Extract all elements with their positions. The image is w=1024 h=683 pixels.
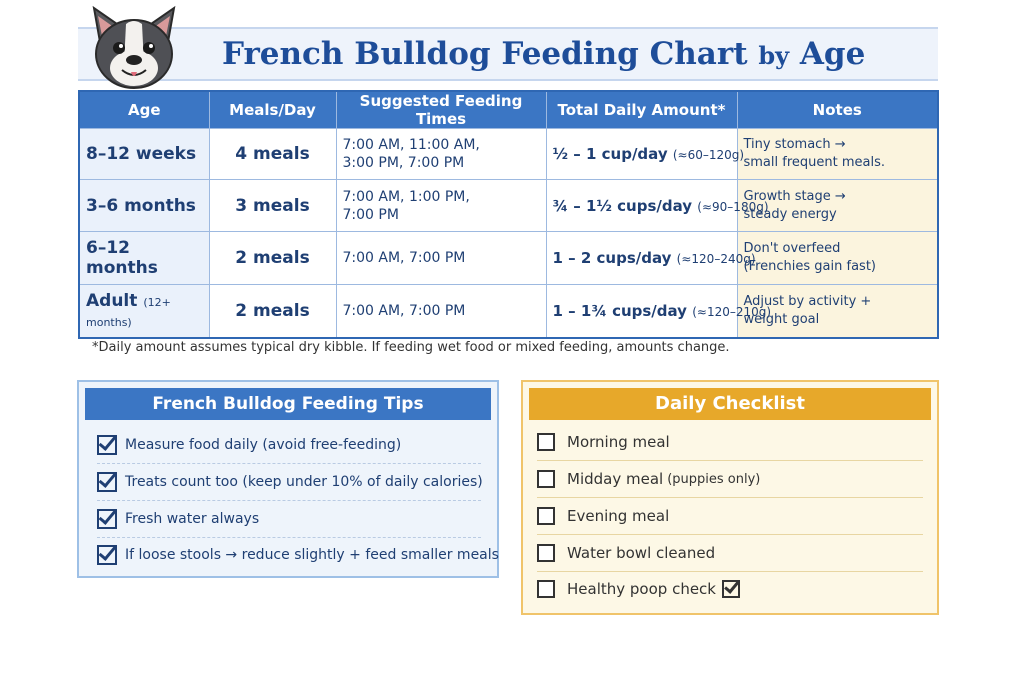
checkbox-icon[interactable] [537,470,555,488]
amount-cell: 1 – 2 cups/day (≈120–240g) [546,232,737,285]
checkmark-icon [722,580,740,598]
table-header-row [79,91,938,129]
column-header: Notes [737,91,938,129]
notes-cell: Adjust by activity + weight goal [737,285,938,338]
table-row [79,180,938,232]
checklist-label: Midday meal [567,470,664,488]
feeding-table [78,90,939,339]
title-age: Age [799,36,866,72]
notes-cell: Don't overfeed (Frenchies gain fast) [737,232,938,285]
amount-cell: ¾ – 1½ cups/day (≈90–180g) [546,180,737,232]
checklist-title: Daily Checklist [529,388,931,420]
checked-box-icon [97,509,117,529]
checklist-item[interactable] [537,535,923,572]
column-header: Meals/Day [209,91,336,129]
checklist-label: Morning meal [567,433,670,451]
tip-item [97,501,481,538]
table-row [79,285,938,338]
times-cell: 7:00 AM, 7:00 PM [336,232,546,285]
column-header: Age [79,91,209,129]
tip-item [97,427,481,464]
tip-text: If loose stools → reduce slightly + feed smaller meals [125,547,499,563]
tip-text: Fresh water always [125,511,260,527]
meals-cell: 3 meals [209,180,336,232]
checklist-label: Healthy poop check [567,580,716,598]
tip-item [97,537,499,573]
times-cell: 7:00 AM, 11:00 AM, 3:00 PM, 7:00 PM [336,129,546,180]
amount-cell: ½ – 1 cup/day (≈60–120g) [546,129,737,180]
age-cell: 8–12 weeks [79,129,209,180]
amount-cell: 1 – 1¾ cups/day (≈120–210g) [546,285,737,338]
checklist-note: (puppies only) [667,471,761,487]
column-header: Total Daily Amount* [546,91,737,129]
checkbox-icon[interactable] [537,544,555,562]
footnote: *Daily amount assumes typical dry kibble. If feeding wet food or mixed feeding, amounts change. [92,340,730,355]
checked-box-icon [97,545,117,565]
column-header: Suggested Feeding Times [336,91,546,129]
title-main: French Bulldog Feeding Chart [222,36,748,72]
title-by: by [758,41,790,70]
checklist-item[interactable] [537,571,923,607]
notes-cell: Growth stage → steady energy [737,180,938,232]
checklist-item[interactable] [537,461,923,498]
times-cell: 7:00 AM, 7:00 PM [336,285,546,338]
tip-text: Measure food daily (avoid free-feeding) [125,437,402,453]
meals-cell: 4 meals [209,129,336,180]
table-row [79,232,938,285]
meals-cell: 2 meals [209,232,336,285]
checkbox-icon[interactable] [537,507,555,525]
checklist-item[interactable] [537,424,923,461]
checked-box-icon [97,472,117,492]
tip-text: Treats count too (keep under 10% of daily calories) [125,474,483,490]
checklist-item[interactable] [537,498,923,535]
age-cell: 3–6 months [79,180,209,232]
age-cell: 6–12 months [79,232,209,285]
daily-checklist-panel [521,380,939,615]
checklist-label: Water bowl cleaned [567,544,716,562]
times-cell: 7:00 AM, 1:00 PM, 7:00 PM [336,180,546,232]
feeding-tips-panel [77,380,499,578]
checklist-label: Evening meal [567,507,670,525]
tips-title: French Bulldog Feeding Tips [85,388,491,420]
meals-cell: 2 meals [209,285,336,338]
checkbox-icon[interactable] [537,580,555,598]
checkbox-icon[interactable] [537,433,555,451]
tip-item [97,464,481,501]
page-title [222,32,865,76]
french-bulldog-icon [86,4,182,92]
table-row [79,129,938,180]
checked-box-icon [97,435,117,455]
notes-cell: Tiny stomach → small frequent meals. [737,129,938,180]
age-cell: Adult (12+ months) [79,285,209,338]
